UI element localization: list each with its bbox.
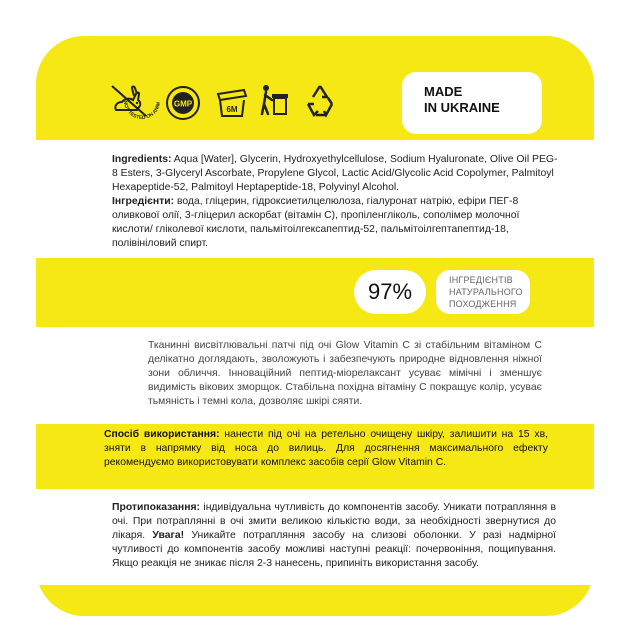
pao-text: 6M [226, 105, 238, 114]
contraindications-label: Протипоказання: [112, 502, 200, 513]
description-panel [36, 327, 594, 424]
natural-line-3: ПОХОДЖЕННЯ [449, 299, 517, 309]
ingredients-ua-text: вода, гліцерин, гідроксиетилцелюлоза, гіалуронат натрію, ефіри ПЕГ-8 оливкової олії, 3-гліцерил аскорбат (вітамін С), пропіленгліколь, сополімер молочної кислоти/ гліколевої кислоти, пальмітоілгексапептид-52, пальмітоілгептапептид-18, полівініловий спирт. [112, 196, 520, 249]
natural-ingredients-badge [436, 270, 530, 314]
recycle-icon [300, 80, 340, 120]
pao-jar-icon [214, 84, 250, 120]
made-in-line-2: IN UKRAINE [424, 100, 500, 115]
description-text: Тканинні висвітлювальні патчі під очі Glow Vitamin C зі стабільним вітаміном С делікатно доглядають, зволожують і забезпечують природне відновлення ніжної зони обличчя. Інноваційний пептид-міорелаксант усуває мімічні і зменшує видимість вікових зморщок. Стабільна похідна вітаміну С покращує колір, усуває тьмяність і темні кола, дозволяє шкірі сяяти. [148, 340, 542, 407]
svg-text:NOT TESTED ON ANIMALS [118, 76, 162, 121]
natural-line-1: ІНГРЕДІЄНТІВ [449, 275, 513, 285]
made-in-ukraine-badge [402, 72, 542, 134]
contraindications-panel [36, 489, 594, 585]
ingredients-ua-label: Інгредієнти: [112, 196, 175, 207]
cruelty-free-text: NOT TESTED ON ANIM [121, 100, 163, 122]
cruelty-free-text-ring [118, 76, 166, 126]
ingredients-en-text: Aqua [Water], Glycerin, Hydroxyethylcellulose, Sodium Hyaluronate, Olive Oil PEG-8 Esters, 3-Glyceryl Ascorbate, Propylene Glycol, Lactic Acid/Glycolic Acid Copolymer, Palmitoyl Hexapeptide-52, Palmitoyl Heptapeptide-18, Polyvinyl Alcohol. [112, 154, 558, 193]
contraindications-text-1: індивідуальна чутливість до компонентів засобу. Уникати потрапляння в очі. При потраплянні в очі змити великою кількістю води, за необхідності звернутися до лікаря. [112, 502, 556, 541]
warning-label: Увага! [152, 530, 185, 541]
trash-bin-icon [256, 80, 292, 120]
ingredients-panel [36, 140, 594, 258]
gmp-icon [164, 84, 202, 122]
made-in-line-1: MADE [424, 84, 463, 99]
gmp-text: GMP [173, 99, 193, 109]
natural-line-2: НАТУРАЛЬНОГО [449, 287, 523, 297]
usage-section [104, 428, 548, 470]
usage-label: Спосіб використання: [104, 429, 220, 440]
natural-percent: 97% [354, 270, 426, 314]
contraindications-text-2: Уникайте потрапляння засобу на слизові оболонки. У разі надмірної чутливості до компонентів засобу можливі наступні реакції: почервоніння, пощипування. Якщо реакція не зникає після 2-3 нанесень, припиніть використання засобу. [112, 530, 556, 569]
usage-text: нанести під очі на ретельно очищену шкіру, залишити на 15 хв, зняти в напрямку від носа до вилиць. Для досягнення максимального ефекту рекомендуємо використовувати комплекс засобів серії Glow Vitamin C. [104, 429, 548, 468]
ingredients-en-label: Ingredients: [112, 154, 172, 165]
